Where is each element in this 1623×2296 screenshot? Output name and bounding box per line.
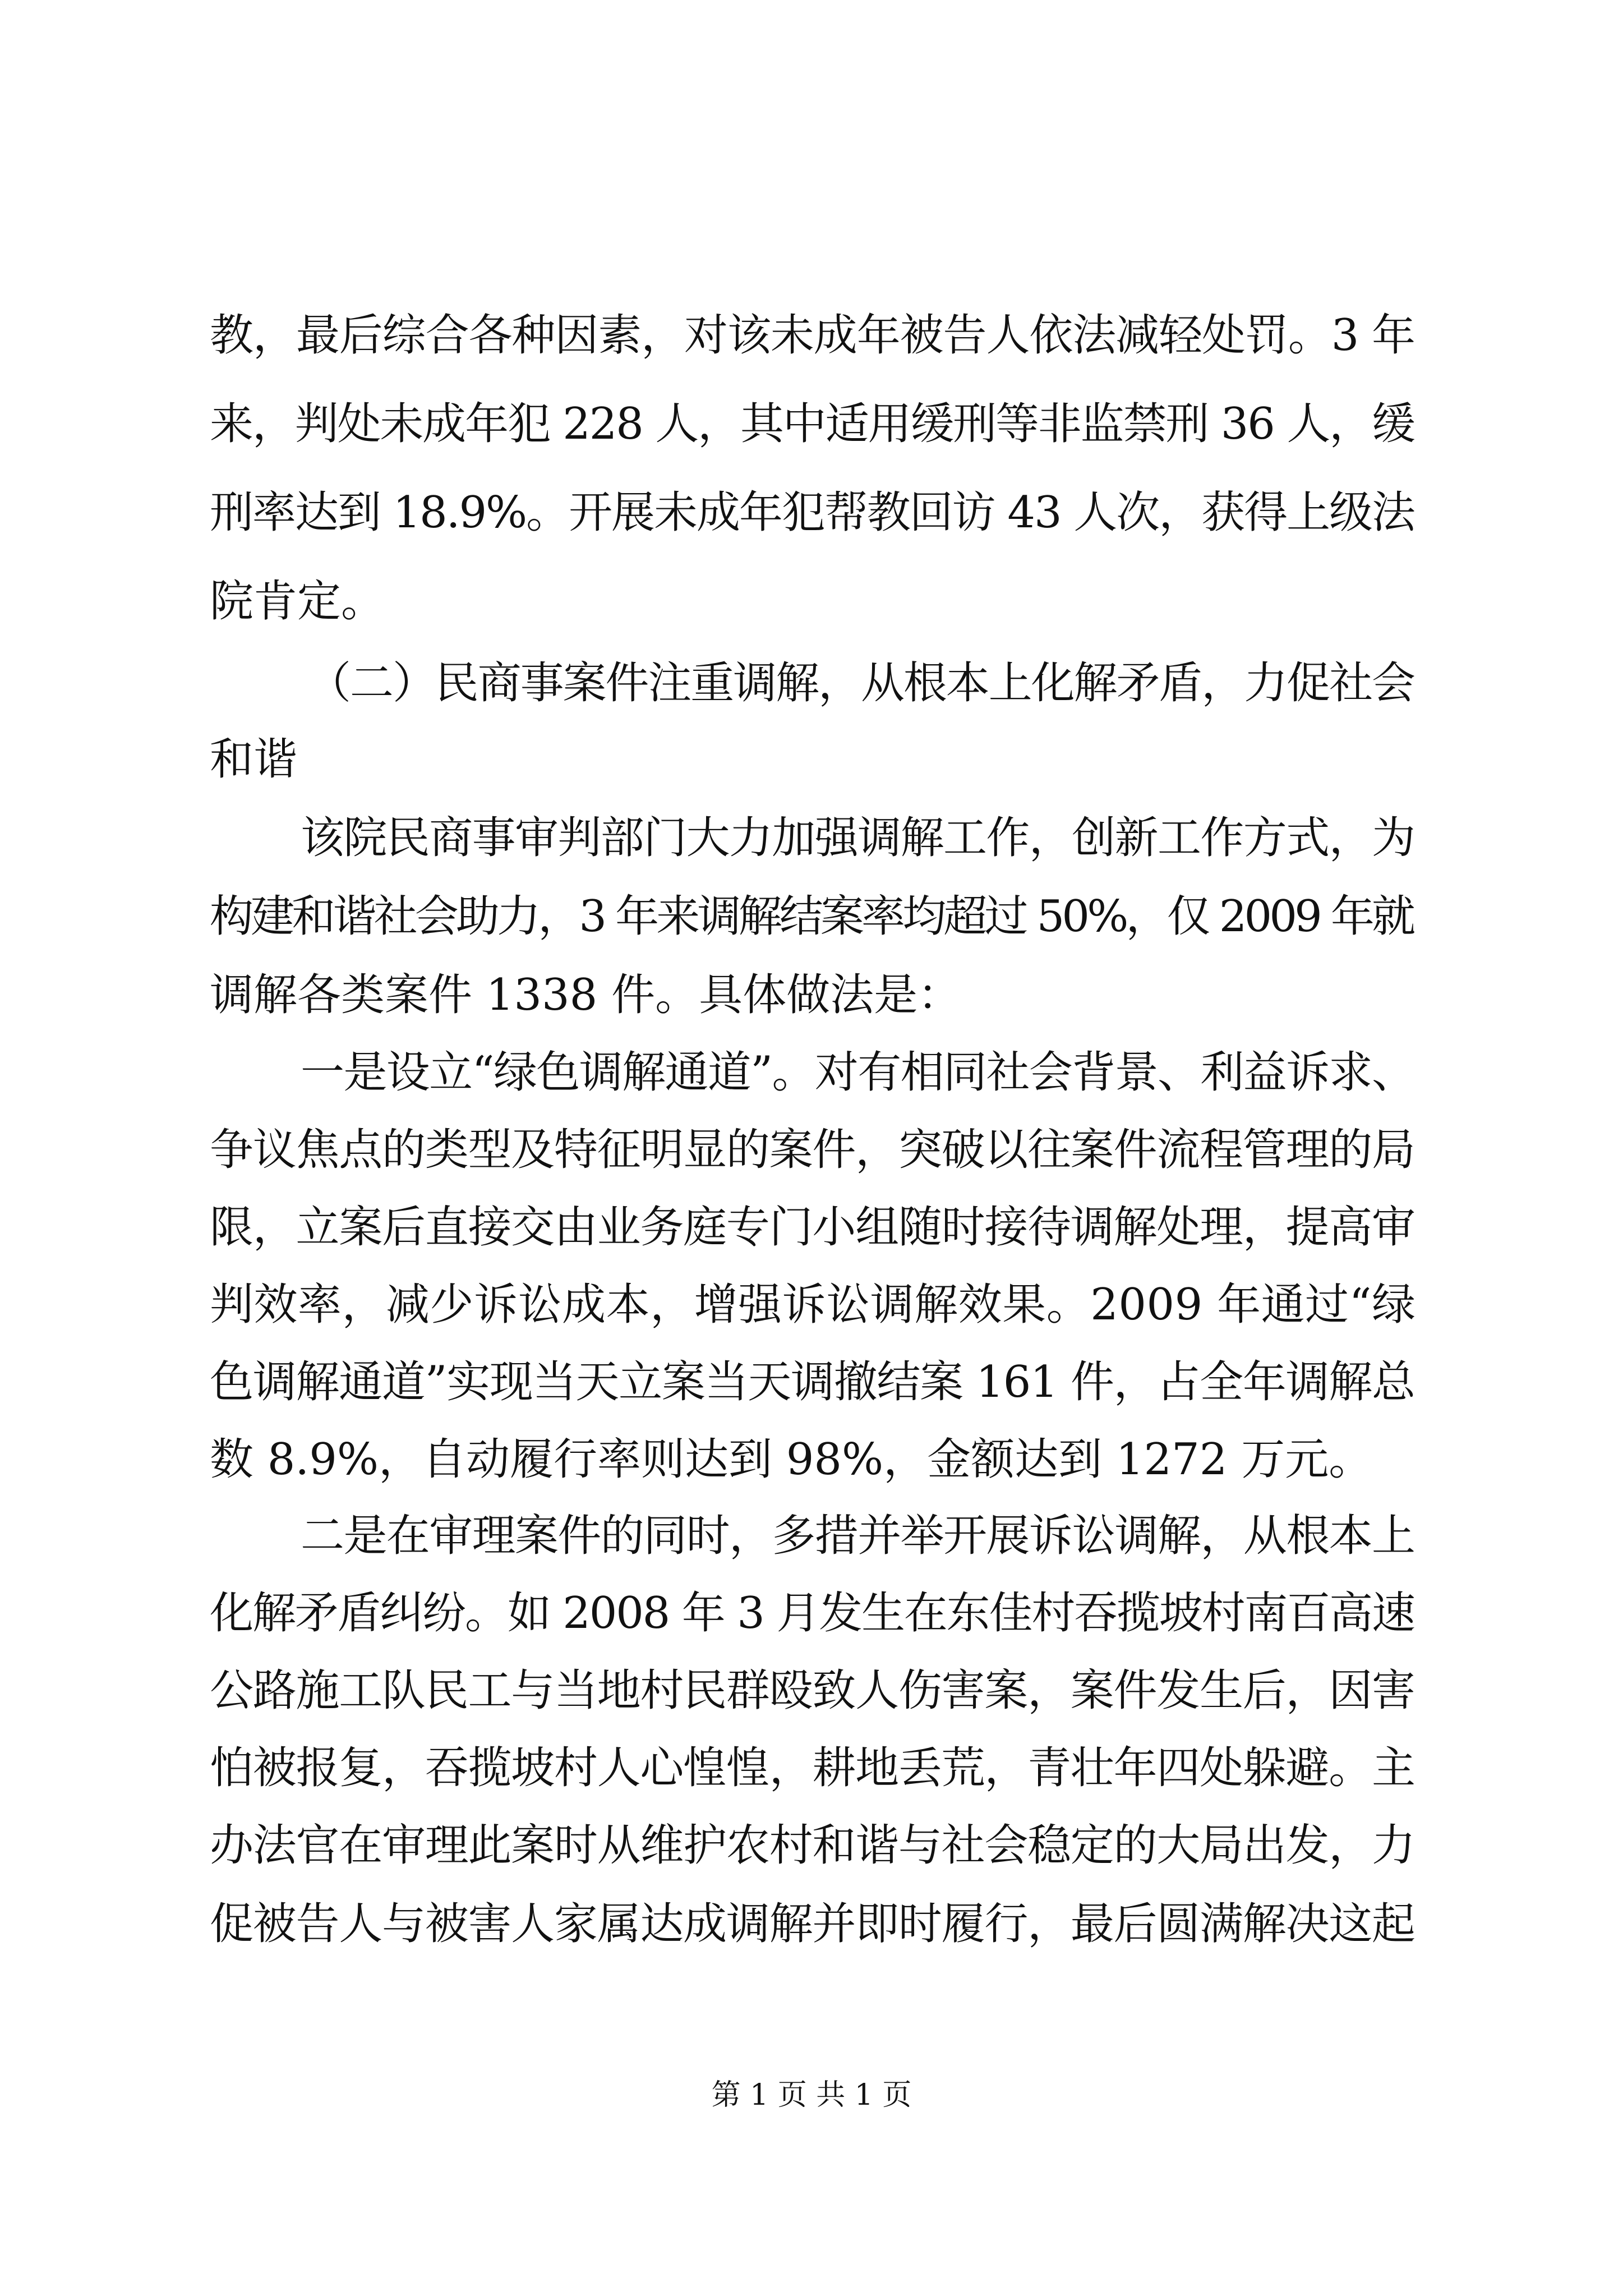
body-line: 化解矛盾纠纷。如 2008 年 3 月发生在东佳村吞揽坡村南百高速 — [210, 1588, 1414, 1639]
body-line: 促被告人与被害人家属达成调解并即时履行，最后圆满解决这起 — [210, 1899, 1415, 1949]
body-line: 院肯定。 — [210, 576, 385, 627]
body-line: 来，判处未成年犯 228 人，其中适用缓刑等非监禁刑 36 人，缓 — [210, 399, 1414, 449]
body-line: 二是在审理案件的同时，多措并举开展诉讼调解，从根本上 — [301, 1511, 1415, 1561]
section-heading: 和谐 — [210, 734, 298, 785]
body-line: 该院民商事审判部门大力加强调解工作，创新工作方式，为 — [301, 813, 1415, 863]
body-line: 构建和谐社会助力，3 年来调解结案率均超过 50%，仅 2009 年就 — [210, 891, 1413, 942]
body-line: 色调解通道”实现当天立案当天调撤结案 161 件，占全年调解总 — [210, 1357, 1415, 1407]
page-footer — [0, 2076, 1623, 2115]
body-line: 争议焦点的类型及特征明显的案件，突破以往案件流程管理的局 — [210, 1125, 1415, 1175]
body-line: 调解各类案件 1338 件。具体做法是： — [210, 970, 962, 1020]
page-number: 第 1 页 共 1 页 — [711, 2078, 912, 2112]
body-line: 一是设立“绿色调解通道”。对有相同社会背景、利益诉求、 — [301, 1047, 1415, 1098]
section-heading: （二）民商事案件注重调解，从根本上化解矛盾，力促社会 — [307, 658, 1414, 708]
body-line: 限，立案后直接交由业务庭专门小组随时接待调解处理，提高审 — [210, 1202, 1415, 1253]
body-line: 教，最后综合各种因素，对该未成年被告人依法减轻处罚。3 年 — [210, 310, 1415, 361]
body-line: 怕被报复，吞揽坡村人心惶惶，耕地丢荒，青壮年四处躲避。主 — [210, 1743, 1415, 1793]
body-line: 数 8.9%，自动履行率则达到 98%，金额达到 1272 万元。 — [210, 1434, 1373, 1485]
body-line: 办法官在审理此案时从维护农村和谐与社会稳定的大局出发，力 — [210, 1820, 1415, 1871]
body-line: 公路施工队民工与当地村民群殴致人伤害案，案件发生后，因害 — [210, 1665, 1415, 1716]
body-line: 刑率达到 18.9%。开展未成年犯帮教回访 43 人次，获得上级法 — [210, 487, 1414, 538]
body-line: 判效率，减少诉讼成本，增强诉讼调解效果。2009 年通过“绿 — [210, 1280, 1416, 1330]
